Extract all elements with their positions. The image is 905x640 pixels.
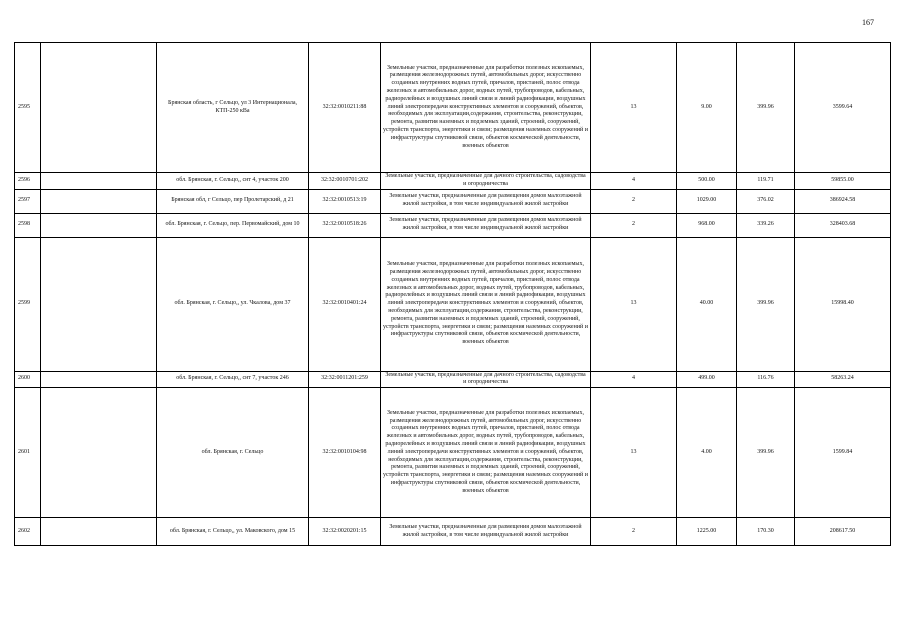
cadastral-value-cell: 1599.84 bbox=[795, 388, 891, 518]
cadastral-number-cell: 32:32:0010513:19 bbox=[309, 189, 381, 213]
area-cell: 499.00 bbox=[677, 371, 737, 388]
empty-cell bbox=[41, 388, 157, 518]
row-number: 2600 bbox=[15, 371, 41, 388]
empty-cell bbox=[41, 518, 157, 546]
land-use-cell: Земельные участки, предназначенные для дачного строительства, садоводства и огородничества bbox=[381, 173, 591, 190]
table-row bbox=[15, 371, 891, 388]
land-use-cell: Земельные участки, предназначенные для дачного строительства, садоводства и огородничества bbox=[381, 371, 591, 388]
cadastral-number-cell: 32:32:0020201:15 bbox=[309, 518, 381, 546]
table-row bbox=[15, 388, 891, 518]
cadastral-value-cell: 328403.68 bbox=[795, 213, 891, 237]
area-cell: 1225.00 bbox=[677, 518, 737, 546]
row-number: 2596 bbox=[15, 173, 41, 190]
specific-value-cell: 170.30 bbox=[737, 518, 795, 546]
cadastral-number-cell: 32:32:0010701:202 bbox=[309, 173, 381, 190]
land-use-cell: Земельные участки, предназначенные для разработки полезных ископаемых, размещения железнодорожных путей, автомобильных дорог, искусственно созданных внутренних водных путей, причалов, пристаней, полос отвода железных и автомобильных дорог, водных путей, трубопроводов, кабельных, радиорелейных и воздушных линий связи и линий радиофикации, воздушных линий электропередачи конструктивных элементов и сооружений, объектов, необходимых для эксплуатации,содержания, строительства, реконструкции, ремонта, развития наземных и подземных зданий, строений, сооружений, устройств транспорта, энергетики и связи; размещения наземных сооружений и инфраструктуры спутниковой связи, объектов космической деятельности, военных объектов bbox=[381, 237, 591, 371]
empty-cell bbox=[41, 213, 157, 237]
cadastral-number-cell: 32:32:0010104:98 bbox=[309, 388, 381, 518]
specific-value-cell: 399.96 bbox=[737, 43, 795, 173]
address-cell: обл. Брянская, г. Сельцо bbox=[157, 388, 309, 518]
cadastral-value-cell: 15998.40 bbox=[795, 237, 891, 371]
table-row bbox=[15, 189, 891, 213]
table-row bbox=[15, 213, 891, 237]
page-number: 167 bbox=[862, 18, 874, 27]
row-number: 2599 bbox=[15, 237, 41, 371]
table-row bbox=[15, 237, 891, 371]
row-number: 2597 bbox=[15, 189, 41, 213]
address-cell: обл. Брянская, г. Сельцо,, ул. Чкалова, дом 37 bbox=[157, 237, 309, 371]
empty-cell bbox=[41, 371, 157, 388]
empty-cell bbox=[41, 237, 157, 371]
cadastral-number-cell: 32:32:0010211:88 bbox=[309, 43, 381, 173]
specific-value-cell: 339.26 bbox=[737, 213, 795, 237]
specific-value-cell: 119.71 bbox=[737, 173, 795, 190]
cadastral-number-cell: 32:32:0010401:24 bbox=[309, 237, 381, 371]
address-cell: Брянская обл, г Сельцо, пер Пролетарский, д 21 bbox=[157, 189, 309, 213]
address-cell: Брянская область, г Сельцо, ул 3 Интернационала, КТП-250 кВа bbox=[157, 43, 309, 173]
use-code-cell: 13 bbox=[591, 388, 677, 518]
use-code-cell: 2 bbox=[591, 518, 677, 546]
land-use-cell: Земельные участки, предназначенные для размещения домов малоэтажной жилой застройки, в том числе индивидуальной жилой застройки bbox=[381, 189, 591, 213]
address-cell: обл. Брянская, г. Сельцо, пер. Первомайский, дом 10 bbox=[157, 213, 309, 237]
cadastral-value-cell: 3599.64 bbox=[795, 43, 891, 173]
area-cell: 1029.00 bbox=[677, 189, 737, 213]
use-code-cell: 2 bbox=[591, 213, 677, 237]
area-cell: 4.00 bbox=[677, 388, 737, 518]
cadastral-number-cell: 32:32:0010518:26 bbox=[309, 213, 381, 237]
cadastral-value-cell: 208617.50 bbox=[795, 518, 891, 546]
area-cell: 9.00 bbox=[677, 43, 737, 173]
land-use-cell: Земельные участки, предназначенные для размещения домов малоэтажной жилой застройки, в том числе индивидуальной жилой застройки bbox=[381, 213, 591, 237]
area-cell: 40.00 bbox=[677, 237, 737, 371]
specific-value-cell: 116.76 bbox=[737, 371, 795, 388]
cadastral-value-cell: 59855.00 bbox=[795, 173, 891, 190]
row-number: 2598 bbox=[15, 213, 41, 237]
address-cell: обл. Брянская, г. Сельцо,, снт 7, участок 246 bbox=[157, 371, 309, 388]
cadastral-number-cell: 32:32:0011201:259 bbox=[309, 371, 381, 388]
row-number: 2595 bbox=[15, 43, 41, 173]
specific-value-cell: 399.96 bbox=[737, 237, 795, 371]
land-use-cell: Земельные участки, предназначенные для размещения домов малоэтажной жилой застройки, в том числе индивидуальной жилой застройки bbox=[381, 518, 591, 546]
empty-cell bbox=[41, 43, 157, 173]
use-code-cell: 4 bbox=[591, 173, 677, 190]
use-code-cell: 2 bbox=[591, 189, 677, 213]
table-row bbox=[15, 518, 891, 546]
area-cell: 968.00 bbox=[677, 213, 737, 237]
address-cell: обл. Брянская, г. Сельцо,, снт 4, участок 200 bbox=[157, 173, 309, 190]
specific-value-cell: 376.02 bbox=[737, 189, 795, 213]
land-use-cell: Земельные участки, предназначенные для разработки полезных ископаемых, размещения железнодорожных путей, автомобильных дорог, искусственно созданных внутренних водных путей, причалов, пристаней, полос отвода железных и автомобильных дорог, водных путей, трубопроводов, кабельных, радиорелейных и воздушных линий связи и линий радиофикации, воздушных линий электропередачи конструктивных элементов и сооружений, объектов, необходимых для эксплуатации,содержания, строительства, реконструкции, ремонта, развития наземных и подземных зданий, строений, сооружений, устройств транспорта, энергетики и связи; размещения наземных сооружений и инфраструктуры спутниковой связи, объектов космической деятельности, военных объектов bbox=[381, 43, 591, 173]
use-code-cell: 13 bbox=[591, 43, 677, 173]
cadastral-value-table bbox=[14, 42, 891, 546]
address-cell: обл. Брянская, г. Сельцо,, ул. Маковского, дом 15 bbox=[157, 518, 309, 546]
cadastral-value-cell: 386924.58 bbox=[795, 189, 891, 213]
land-use-cell: Земельные участки, предназначенные для разработки полезных ископаемых, размещения железнодорожных путей, автомобильных дорог, искусственно созданных внутренних водных путей, причалов, пристаней, полос отвода железных и автомобильных дорог, водных путей, трубопроводов, кабельных, радиорелейных и воздушных линий связи и линий радиофикации, воздушных линий электропередачи конструктивных элементов и сооружений, объектов, необходимых для эксплуатации,содержания, строительства, реконструкции, ремонта, развития наземных и подземных зданий, строений, сооружений, устройств транспорта, энергетики и связи; размещения наземных сооружений и инфраструктуры спутниковой связи, объектов космической деятельности, военных объектов bbox=[381, 388, 591, 518]
empty-cell bbox=[41, 189, 157, 213]
cadastral-value-cell: 58263.24 bbox=[795, 371, 891, 388]
use-code-cell: 13 bbox=[591, 237, 677, 371]
table-row bbox=[15, 43, 891, 173]
row-number: 2601 bbox=[15, 388, 41, 518]
specific-value-cell: 399.96 bbox=[737, 388, 795, 518]
use-code-cell: 4 bbox=[591, 371, 677, 388]
empty-cell bbox=[41, 173, 157, 190]
area-cell: 500.00 bbox=[677, 173, 737, 190]
table-row bbox=[15, 173, 891, 190]
row-number: 2602 bbox=[15, 518, 41, 546]
